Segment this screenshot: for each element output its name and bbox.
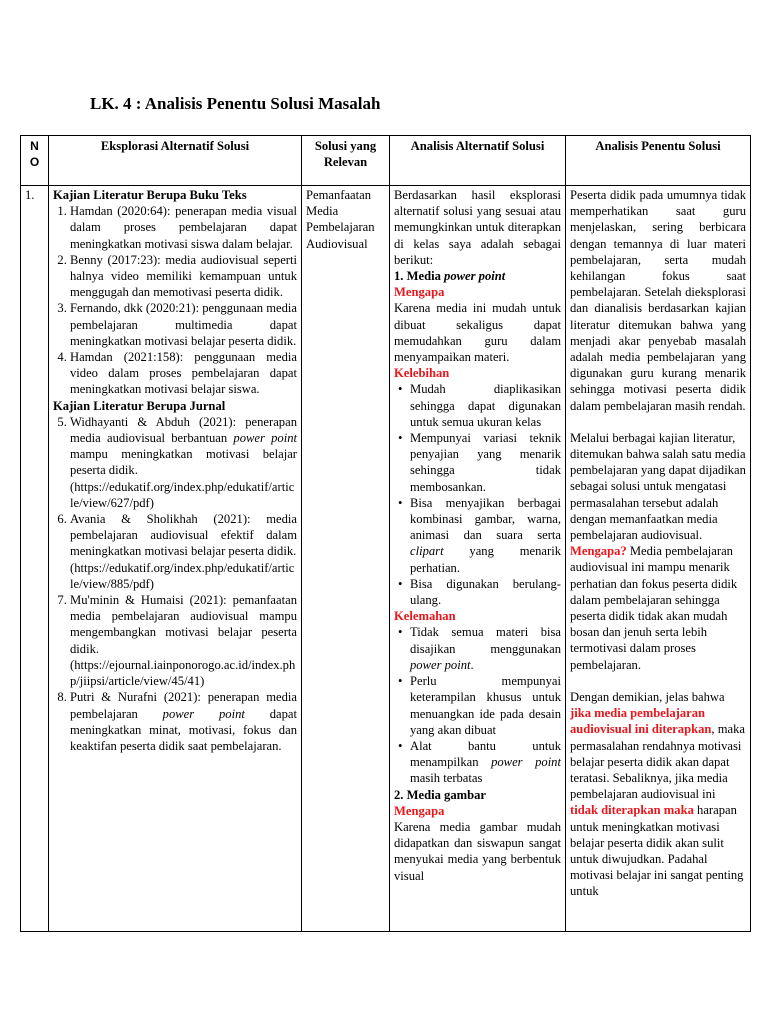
- row-number: 1.: [21, 186, 49, 932]
- jurnal-heading: Kajian Literatur Berupa Jurnal: [53, 398, 226, 413]
- list-item: • Alat bantu untuk menampilkan power point masih terbatas: [410, 738, 561, 787]
- penentu-paragraph-1: Peserta didik pada umumnya tidak memperhatikan saat guru menjelaskan, sering berbicara dengan temannya di luar materi pembelajaran, serta mudah kehilangan fokus saat pembelajaran. Setelah dieksplorasi dan dianalisis berdasarkan kajian literatur ditemukan bahwa yang menjadi akar penyebab masalah adalah media pembelajaran yang digunakan guru kurang menarik sehingga motivasi peserta didik dalam pembelajaran masih rendah.: [570, 188, 746, 413]
- list-item: 4. Hamdan (2021:158): penggunaan media video dalam proses pembelajaran dapat meningkatkan motivasi belajar siswa.: [70, 349, 297, 398]
- list-item: 6. Avania & Sholikhah (2021): media pembelajaran audiovisual efektif dalam meningkatkan motivasi belajar peserta didik. (https://edukatif.org/index.php/edukatif/article/view/885/pdf): [70, 511, 297, 592]
- list-item: 3. Fernando, dkk (2020:21): penggunaan media pembelajaran multimedia dapat meningkatkan motivasi belajar peserta didik.: [70, 300, 297, 349]
- list-item: • Bisa digunakan berulang-ulang.: [410, 576, 561, 608]
- cell-analisis-penentu: [566, 186, 751, 932]
- buku-list: [53, 203, 297, 397]
- reference-url: (https://edukatif.org/index.php/edukatif/article/view/627/pdf): [70, 479, 295, 510]
- jurnal-list: [53, 414, 297, 754]
- analysis-table: [20, 135, 751, 932]
- cell-eksplorasi: [49, 186, 302, 932]
- list-item: 7. Mu'minin & Humaisi (2021): pemanfaatan media pembelajaran audiovisual mampu mengembangkan motivasi belajar peserta didik. (https://ejournal.iainponorogo.ac.id/index.php/jiipsi/article/view/45/41): [70, 592, 297, 689]
- media1-heading: 1. Media power point: [394, 269, 506, 284]
- reference-url: (https://edukatif.org/index.php/edukatif/article/view/885/pdf): [70, 560, 295, 591]
- reference-url: (https://ejournal.iainponorogo.ac.id/index.php/jiipsi/article/view/45/41): [70, 657, 296, 689]
- mengapa-label: Mengapa: [394, 803, 445, 818]
- kelebihan-label: Kelebihan: [394, 366, 450, 381]
- kelemahan-list: [394, 624, 561, 786]
- penentu-paragraph-3: Dengan demikian, jelas bahwa jika media pembelajaran audiovisual ini diterapkan, maka permasalahan rendahnya motivasi belajar peserta didik akan dapat teratasi. Sebaliknya, jika media pembelajaran audiovisual ini tidak diterapkan maka harapan untuk meningkatkan motivasi belajar peserta didik akan sulit untuk diwujudkan. Padahal motivasi belajar ini sangat penting untuk: [570, 689, 745, 899]
- table-row: [21, 186, 751, 932]
- header-analisis-penentu: Analisis Penentu Solusi: [566, 136, 751, 186]
- list-item: • Mempunyai variasi teknik penyajian yang menarik sehingga tidak membosankan.: [410, 430, 561, 495]
- list-item: • Tidak semua materi bisa disajikan menggunakan power point.: [410, 624, 561, 673]
- media1-mengapa: Karena media ini mudah untuk dibuat sekaligus dapat memudahkan guru dalam menyampaikan materi.: [394, 301, 561, 365]
- header-solusi: Solusi yang Relevan: [302, 136, 390, 186]
- header-eksplorasi: Eksplorasi Alternatif Solusi: [49, 136, 302, 186]
- cell-solusi: Pemanfaatan Media Pembelajaran Audiovisual: [302, 186, 390, 932]
- list-item: 1. Hamdan (2020:64): penerapan media visual dalam proses pembelajaran dapat meningkatkan motivasi siswa dalam belajar.: [70, 203, 297, 252]
- header-analisis-alternatif: Analisis Alternatif Solusi: [390, 136, 566, 186]
- list-item: 5. Widhayanti & Abduh (2021): penerapan media audiovisual berbantuan power point mampu meningkatkan motivasi belajar peserta didik. (https://edukatif.org/index.php/edukatif/article/view/627/pdf): [70, 414, 297, 511]
- cell-analisis-alternatif: [390, 186, 566, 932]
- kelemahan-label: Kelemahan: [394, 609, 456, 624]
- media2-heading: 2. Media gambar: [394, 787, 486, 802]
- list-item: • Mudah diaplikasikan sehingga dapat digunakan untuk semua ukuran kelas: [410, 381, 561, 430]
- list-item: 8. Putri & Nurafni (2021): penerapan media pembelajaran power point dapat meningkatkan minat, motivasi, fokus dan keaktifan peserta didik saat pembelajaran.: [70, 689, 297, 754]
- header-no: N O: [21, 136, 49, 186]
- list-item: • Bisa menyajikan berbagai kombinasi gambar, warna, animasi dan suara serta clipart yang menarik perhatian.: [410, 495, 561, 576]
- penentu-paragraph-2: Melalui berbagai kajian literatur, ditemukan bahwa salah satu media pembelajaran yang dapat dijadikan sebagai solusi untuk mengatasi permasalahan tersebut adalah dengan memanfaatkan media pembelajaran audiovisual. Mengapa? Media pembelajaran audiovisual ini mampu menarik perhatian dan fokus peserta didik dalam pembelajaran sehingga peserta didik tidak akan mudah bosan dan jenuh serta lebih termotivasi dalam proses pembelajaran.: [570, 430, 746, 672]
- table-header-row: [21, 136, 751, 186]
- mengapa-label: Mengapa: [394, 285, 445, 300]
- buku-heading: Kajian Literatur Berupa Buku Teks: [53, 188, 247, 202]
- analisis-intro: Berdasarkan hasil eksplorasi alternatif solusi yang sesuai atau memungkinkan untuk diterapkan di kelas saya adalah sebagai berikut:: [394, 188, 561, 267]
- page-title: LK. 4 : Analisis Penentu Solusi Masalah: [90, 94, 381, 113]
- kelebihan-list: [394, 381, 561, 608]
- media2-mengapa: Karena media gambar mudah didapatkan dan siswapun sangat menyukai media yang berbentuk visual: [394, 819, 561, 883]
- list-item: • Perlu mempunyai keterampilan khusus untuk menuangkan ide pada desain yang akan dibuat: [410, 673, 561, 738]
- list-item: 2. Benny (2017:23): media audiovisual seperti halnya video memiliki kemampuan untuk menggugah dan memotivasi peserta didik.: [70, 252, 297, 301]
